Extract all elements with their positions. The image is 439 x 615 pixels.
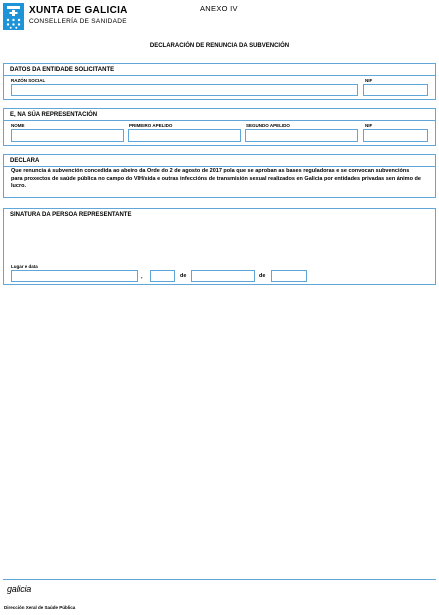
de-separator-2: de [259, 273, 266, 279]
declaration-text: Que renuncia á subvención concedida ao abeiro da Orde do 2 de agosto de 2017 pola que se aproban as bases reguladoras e se convocan subvencións para proxectos de saúde pública no campo do VIH/sida e outras infeccións de transmisión sexual realizados en Galicia por entidades privadas sen ánimo de lucro. [11, 168, 421, 189]
de-separator-1: de [180, 273, 187, 279]
declaration-section [3, 154, 436, 198]
brand-department: CONSELLERÍA DE SANIDADE [29, 18, 127, 25]
section-divider [4, 166, 435, 167]
entity-section [3, 63, 436, 100]
second-surname-label: SEGUNDO APELIDO [246, 123, 290, 128]
signature-section-title: SINATURA DA PERSOA REPRESENTANTE [10, 212, 132, 218]
signature-section [3, 208, 436, 285]
first-surname-field[interactable] [128, 129, 241, 142]
day-field[interactable] [150, 270, 175, 282]
representative-section-title: E, NA SÚA REPRESENTACIÓN [10, 112, 98, 118]
annex-label: ANEXO IV [200, 4, 238, 13]
xunta-logo-icon [3, 3, 24, 30]
representative-section [3, 108, 436, 146]
place-field[interactable] [11, 270, 138, 282]
first-name-label: NOME [11, 123, 25, 128]
section-divider [4, 120, 435, 121]
entity-nif-field[interactable] [363, 84, 428, 96]
representative-nif-label: NIF [365, 123, 373, 128]
entity-nif-label: NIF [365, 78, 373, 83]
galicia-footer-logo: galicia [7, 584, 32, 594]
footer-department: Dirección Xeral de Saúde Pública [4, 605, 76, 610]
second-surname-field[interactable] [245, 129, 358, 142]
company-name-label: RAZÓN SOCIAL [11, 78, 46, 83]
entity-section-title: DATOS DA ENTIDADE SOLICITANTE [10, 67, 115, 73]
first-surname-label: PRIMEIRO APELIDO [129, 123, 173, 128]
brand-name: XUNTA DE GALICIA [29, 5, 128, 16]
comma-separator: , [141, 274, 143, 280]
first-name-field[interactable] [11, 129, 124, 142]
month-field[interactable] [191, 270, 255, 282]
footer-divider [3, 579, 436, 580]
declaration-section-title: DECLARA [10, 158, 40, 164]
company-name-field[interactable] [11, 84, 358, 96]
place-date-label: Lugar e data [11, 264, 38, 269]
representative-nif-field[interactable] [363, 129, 428, 142]
document-title: DECLARACIÓN DE RENUNCIA DA SUBVENCIÓN [149, 43, 290, 49]
section-divider [4, 75, 435, 76]
year-field[interactable] [271, 270, 307, 282]
